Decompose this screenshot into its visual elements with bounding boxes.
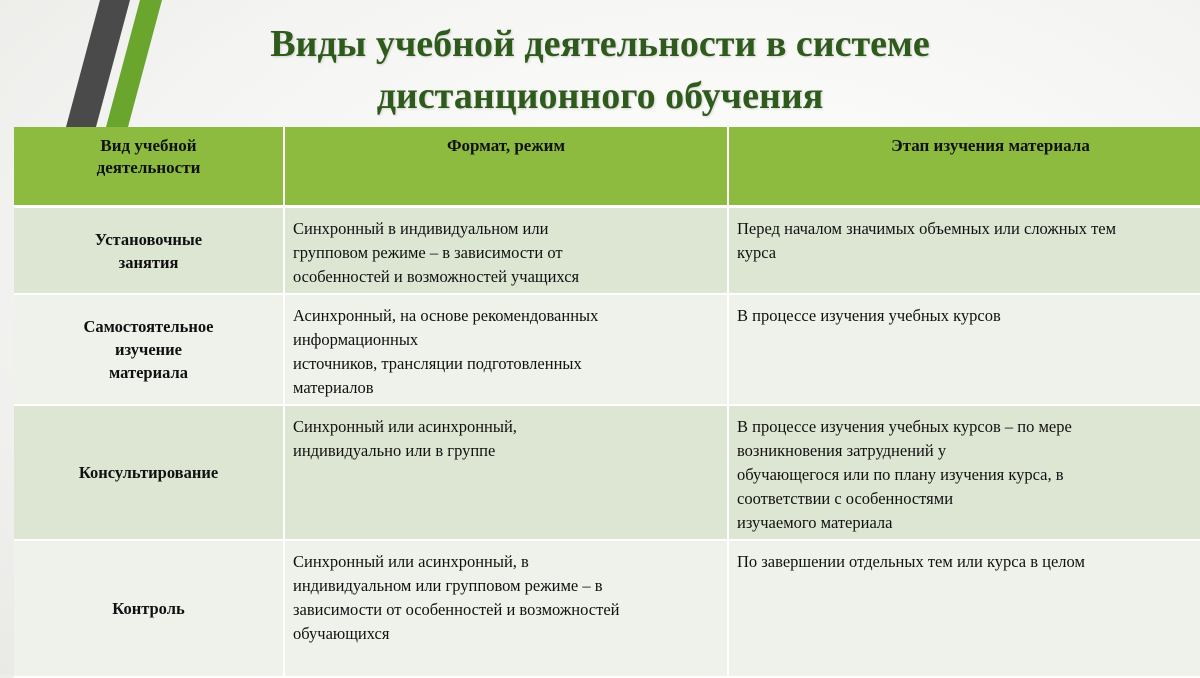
title-line-2: дистанционного обучения	[376, 75, 824, 117]
cell-format	[284, 294, 728, 405]
slide-title	[160, 18, 1040, 122]
cell-kind	[14, 294, 284, 405]
cell-stage	[728, 405, 1200, 540]
cell-line: курса	[737, 243, 777, 262]
cell-line: Самостоятельное	[83, 317, 214, 336]
cell-line: источников, трансляции подготовленных	[293, 354, 582, 373]
table-row	[14, 294, 1200, 405]
table-row	[14, 405, 1200, 540]
table-header-row	[14, 127, 1200, 207]
cell-line: обучающихся	[293, 624, 390, 643]
cell-line: информационных	[293, 330, 419, 349]
cell-line: В процессе изучения учебных курсов	[737, 306, 1001, 325]
cell-line: индивидуальном или групповом режиме – в	[293, 576, 603, 595]
cell-line: Консультирование	[78, 463, 219, 482]
title-line-1: Виды учебной деятельности в системе	[270, 23, 930, 65]
cell-line: изучаемого материала	[737, 513, 893, 532]
cell-line: изучение	[114, 340, 182, 359]
header-kind-line: деятельности	[96, 158, 201, 177]
header-kind	[14, 127, 284, 207]
cell-line: материалов	[293, 378, 374, 397]
table-row	[14, 207, 1200, 295]
cell-format	[284, 405, 728, 540]
cell-stage	[728, 294, 1200, 405]
cell-line: Асинхронный, на основе рекомендованных	[293, 306, 599, 325]
cell-line: особенностей и возможностей учащихся	[293, 267, 580, 286]
dark-stripe-top	[66, 0, 130, 127]
header-format: Формат, режим	[284, 127, 728, 207]
table-row	[14, 540, 1200, 677]
cell-line: В процессе изучения учебных курсов – по мере	[737, 417, 1072, 436]
activities-table	[14, 127, 1200, 678]
cell-line: возникновения затруднений у	[737, 441, 947, 460]
cell-line: Синхронный в индивидуальном или	[293, 219, 549, 238]
cell-line: Контроль	[112, 599, 185, 618]
cell-line: Перед началом значимых объемных или сложных тем	[737, 219, 1117, 238]
cell-stage	[728, 540, 1200, 677]
cell-kind	[14, 540, 284, 677]
cell-line: Установочные	[94, 229, 203, 249]
cell-line: соответствии с особенностями	[737, 489, 954, 508]
cell-line: материала	[109, 363, 188, 382]
cell-line: По завершении отдельных тем или курса в целом	[737, 552, 1085, 571]
cell-kind	[14, 405, 284, 540]
cell-line: групповом режиме – в зависимости от	[293, 243, 563, 262]
green-stripe-top	[106, 0, 162, 127]
cell-kind	[14, 207, 284, 295]
cell-line: занятия	[118, 252, 179, 272]
cell-line: Синхронный или асинхронный, в	[293, 552, 529, 571]
cell-line: индивидуально или в группе	[293, 441, 496, 460]
cell-stage	[728, 207, 1200, 295]
cell-line: обучающегося или по плану изучения курса, в	[737, 465, 1064, 484]
cell-line: зависимости от особенностей и возможностей	[293, 600, 620, 619]
cell-format	[284, 207, 728, 295]
cell-line: Синхронный или асинхронный,	[293, 417, 517, 436]
cell-format	[284, 540, 728, 677]
header-stage: Этап изучения материала	[728, 127, 1200, 207]
header-kind-line: Вид учебной	[100, 136, 197, 155]
